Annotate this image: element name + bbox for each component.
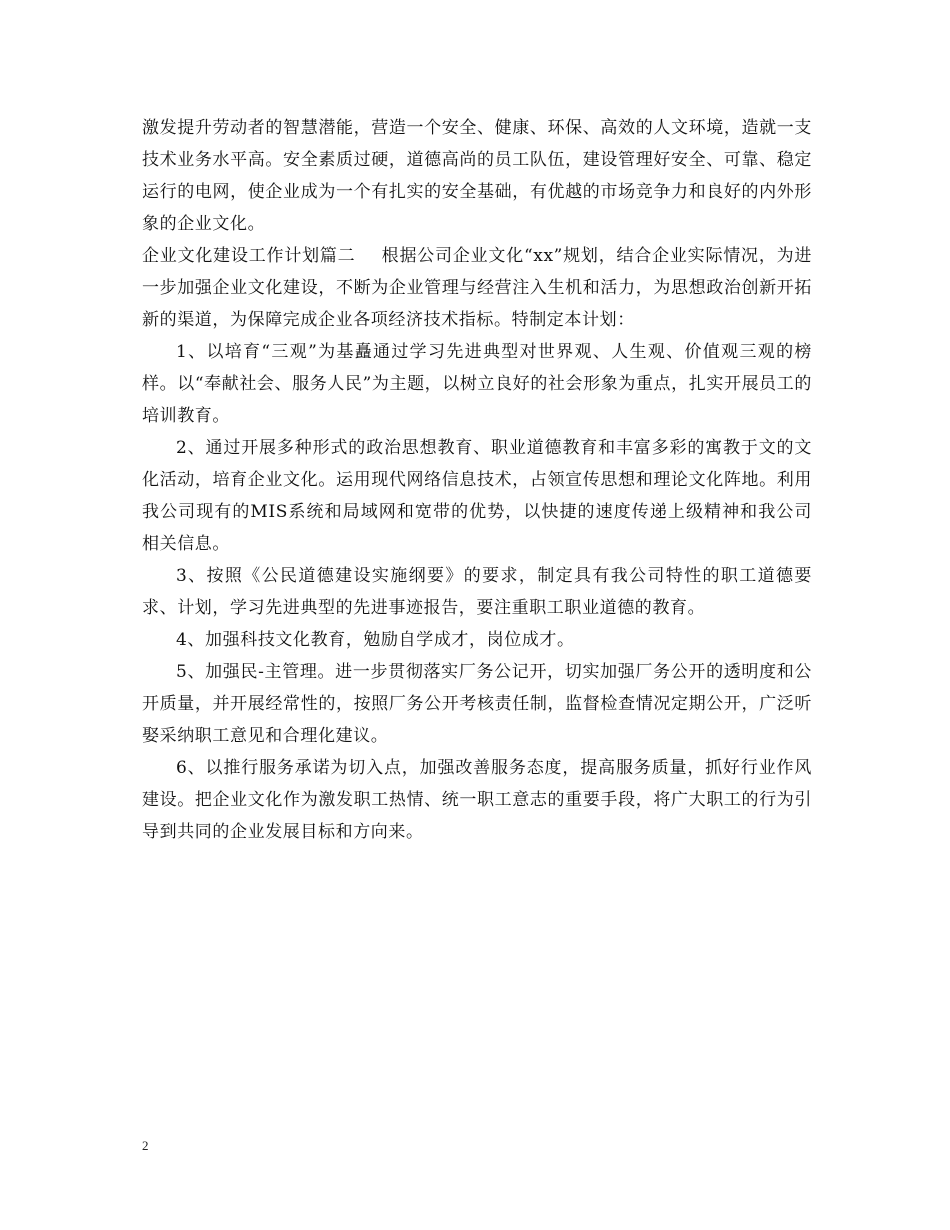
list-item-1: 1、以培育“三观”为基矗通过学习先进典型对世界观、人生观、价值观三观的榜样。以“奉献社会、服务人民”为主题，以树立良好的社会形象为重点，扎实开展员工的培训教育。 <box>142 342 812 426</box>
list-item-2: 2、通过开展多种形式的政治思想教育、职业道德教育和丰富多彩的寓教于文的文化活动，培育企业文化。运用现代网络信息技术，占领宣传思想和理论文化阵地。利用我公司现有的MIS系统和局域网和宽带的优势，以快捷的速度传递上级精神和我公司相关信息。 <box>142 438 812 554</box>
list-item-5: 5、加强民-主管理。进一步贯彻落实厂务公记开，切实加强厂务公开的透明度和公开质量，并开展经常性的，按照厂务公开考核责任制，监督检查情况定期公开，广泛听娶采纳职工意见和合理化建议。 <box>142 662 812 746</box>
paragraph-intro-continuation: 激发提升劳动者的智慧潜能，营造一个安全、健康、环保、高效的人文环境，造就一支技术业务水平高。安全素质过硬，道德高尚的员工队伍，建设管理好安全、可靠、稳定运行的电网，使企业成为一个有扎实的安全基础，有优越的市场竞争力和良好的内外形象的企业文化。 <box>142 118 812 234</box>
document-body <box>142 112 812 848</box>
list-item-3: 3、按照《公民道德建设实施纲要》的要求，制定具有我公司特性的职工道德要求、计划，学习先进典型的先进事迹报告，要注重职工职业道德的教育。 <box>142 566 812 618</box>
page-number: 2 <box>142 1138 149 1153</box>
paragraph-plan-heading <box>142 240 812 336</box>
section-heading: 企业文化建设工作计划篇二 <box>142 246 356 266</box>
section-intro-text: 根据公司企业文化“xx”规划，结合企业实际情况，为进一步加强企业文化建设，不断为企业管理与经营注入生机和活力，为思想政治创新开拓新的渠道，为保障完成企业各项经济技术指标。特制定本计划： <box>142 246 813 330</box>
list-item-4: 4、加强科技文化教育，勉励自学成才，岗位成才。 <box>176 630 575 650</box>
list-item-6: 6、以推行服务承诺为切入点，加强改善服务态度，提高服务质量，抓好行业作风建设。把企业文化作为激发职工热情、统一职工意志的重要手段，将广大职工的行为引导到共同的企业发展目标和方向来。 <box>142 758 812 842</box>
